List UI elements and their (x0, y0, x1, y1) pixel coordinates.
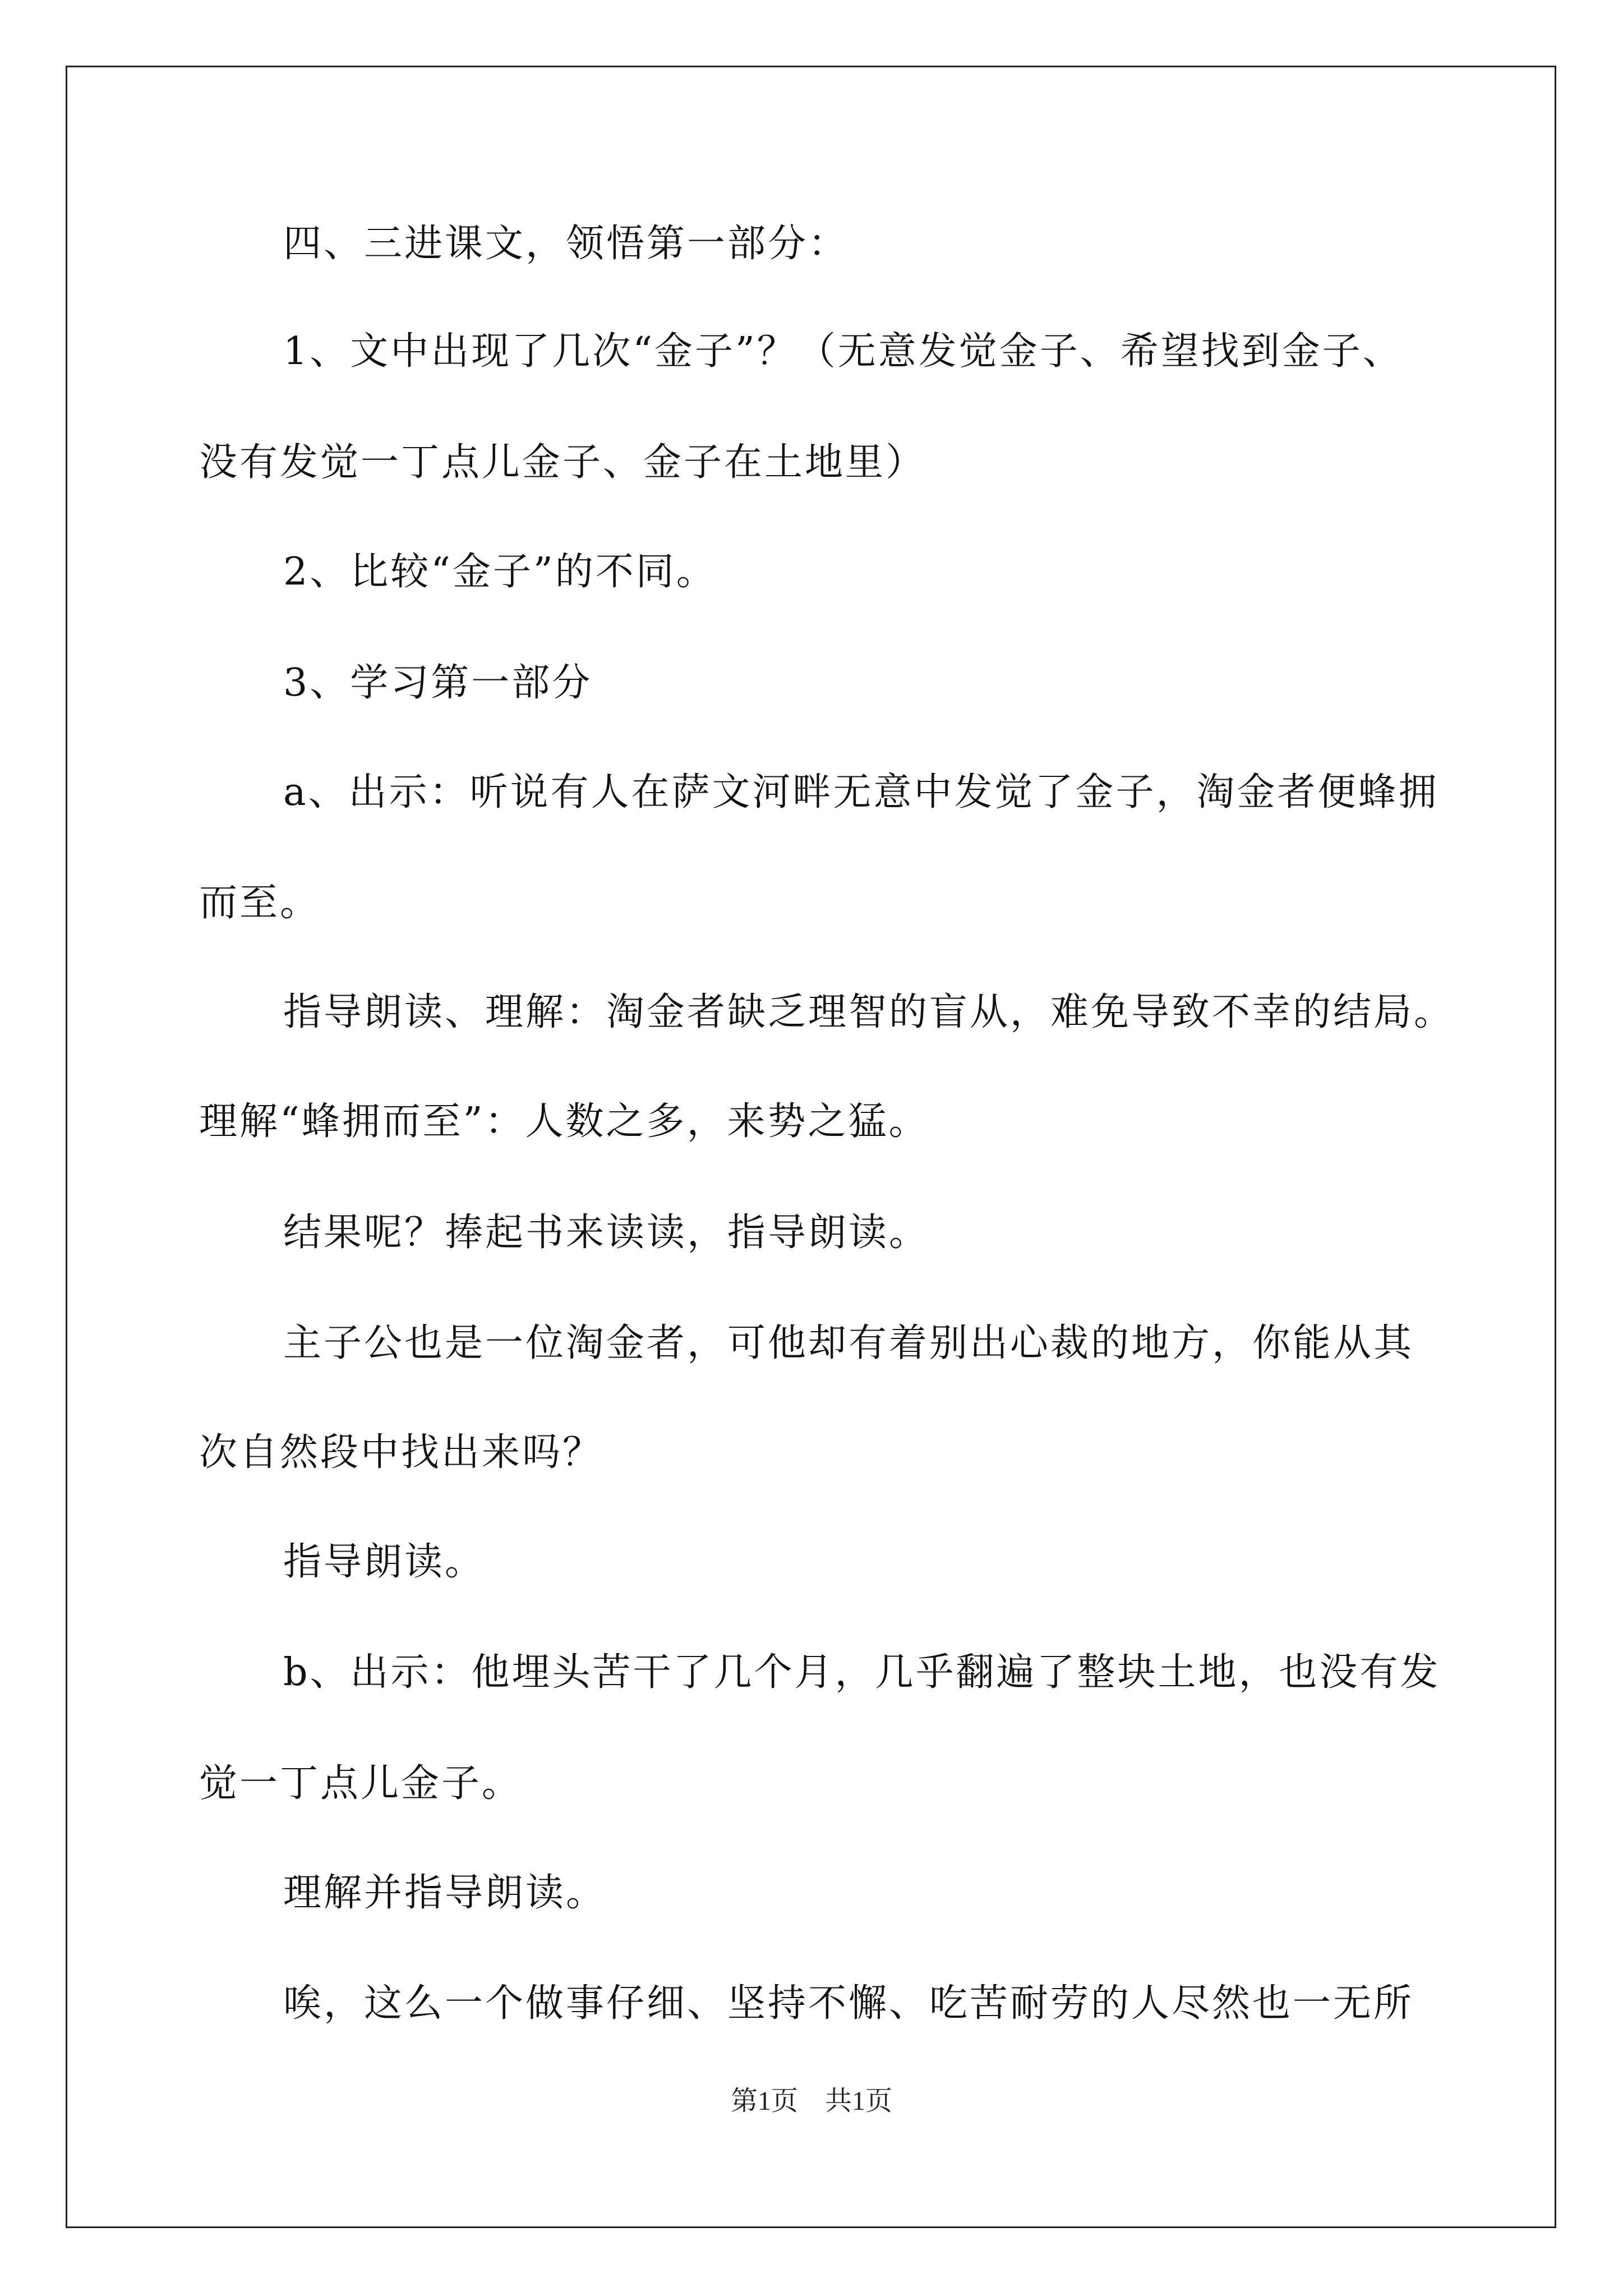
paragraph-line: 唉，这么一个做事仔细、坚持不懈、吃苦耐劳的人尽然也一无所 (283, 1981, 1414, 2026)
paragraph-line: 指导朗读、理解：淘金者缺乏理智的盲从，难免导致不幸的结局。 (283, 990, 1455, 1034)
page-footer (0, 2085, 1623, 2118)
paragraph-line: 3、学习第一部分 (283, 661, 593, 705)
paragraph-line: 结果呢？捧起书来读读，指导朗读。 (283, 1211, 930, 1255)
paragraph-line: 理解“蜂拥而至”：人数之多，来势之猛。 (199, 1099, 929, 1144)
page-number: 第1页 (730, 2086, 798, 2116)
paragraph-line: 理解并指导朗读。 (283, 1871, 607, 1915)
paragraph-line: 而至。 (199, 881, 321, 925)
paragraph-line: b、出示：他埋头苦干了几个月，几乎翻遍了整块土地，也没有发 (283, 1650, 1441, 1695)
paragraph-line: 1、文中出现了几次“金子”？（无意发觉金子、希望找到金子、 (283, 329, 1403, 374)
paragraph-line: 主子公也是一位淘金者，可他却有着别出心裁的地方，你能从其 (283, 1321, 1414, 1365)
paragraph-line: a、出示：听说有人在萨文河畔无意中发觉了金子，淘金者便蜂拥 (283, 770, 1439, 815)
paragraph-line: 觉一丁点儿金子。 (199, 1761, 523, 1806)
paragraph-line: 指导朗读。 (283, 1540, 486, 1584)
total-pages: 共1页 (825, 2086, 893, 2116)
paragraph-line: 2、比较“金子”的不同。 (283, 550, 717, 594)
paragraph-line: 没有发觉一丁点儿金子、金子在土地里） (199, 440, 926, 485)
paragraph-line: 四、三进课文，领悟第一部分： (283, 222, 849, 266)
paragraph-line: 次自然段中找出来吗？ (199, 1430, 603, 1475)
